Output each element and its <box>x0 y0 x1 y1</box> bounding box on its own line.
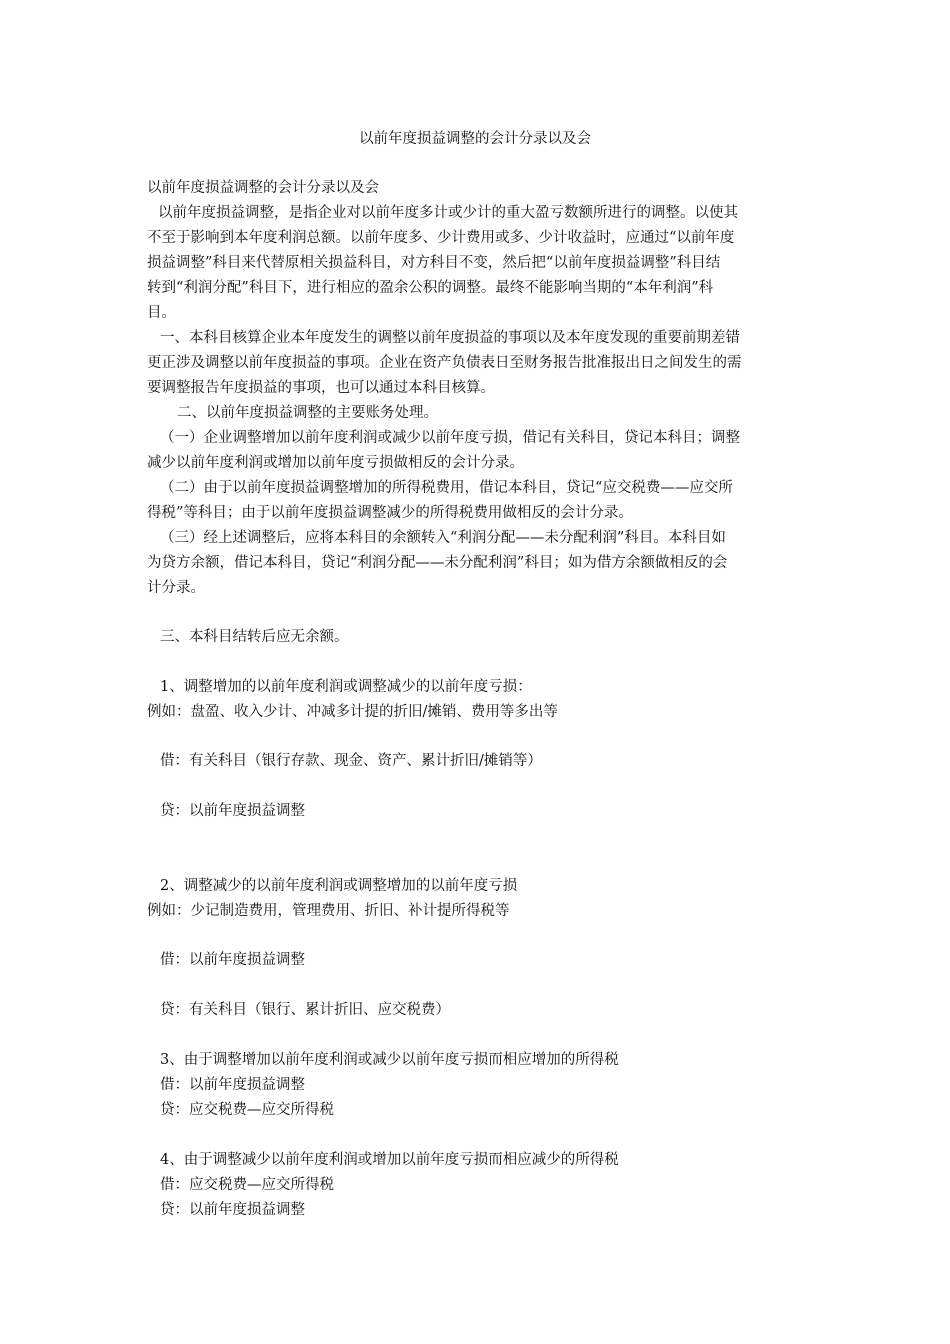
item3-line: 计分录。 <box>147 580 205 596</box>
section1-line: 更正涉及调整以前年度损益的事项。企业在资产负债表日至财务报告批准报出日之间发生的需 <box>147 355 742 371</box>
intro-line: 转到“利润分配”科目下，进行相应的盈余公积的调整。最终不能影响当期的“本年利润”科 <box>147 280 714 296</box>
case1-example: 例如：盘盈、收入少计、冲减多计提的折旧/摊销、费用等多出等 <box>147 704 558 720</box>
item3-line: （三）经上述调整后，应将本科目的余额转入“利润分配——未分配利润”科目。本科目如 <box>160 530 726 546</box>
section3-heading: 三、本科目结转后应无余额。 <box>160 629 349 645</box>
case3-credit: 贷：应交税费—应交所得税 <box>160 1102 334 1118</box>
item3-line: 为贷方余额，借记本科目，贷记“利润分配——未分配利润”科目；如为借方余额做相反的会 <box>147 555 728 571</box>
document-heading: 以前年度损益调整的会计分录以及会 <box>147 180 379 196</box>
section1-line: 要调整报告年度损益的事项，也可以通过本科目核算。 <box>147 380 495 396</box>
case1-title: 1、调整增加的以前年度利润或调整减少的以前年度亏损： <box>160 679 532 695</box>
case3-debit: 借：以前年度损益调整 <box>160 1077 305 1093</box>
case4-credit: 贷：以前年度损益调整 <box>160 1202 305 1218</box>
item1-line: （一）企业调整增加以前年度利润或减少以前年度亏损，借记有关科目，贷记本科目；调整 <box>160 430 740 446</box>
section2-heading: 二、以前年度损益调整的主要账务处理。 <box>177 405 438 421</box>
intro-line: 以前年度损益调整，是指企业对以前年度多计或少计的重大盈亏数额所进行的调整。以使其 <box>158 205 738 221</box>
case1-debit: 借：有关科目（银行存款、现金、资产、累计折旧/摊销等） <box>160 753 542 769</box>
item1-line: 减少以前年度利润或增加以前年度亏损做相反的会计分录。 <box>147 455 524 471</box>
case3-title: 3、由于调整增加以前年度利润或减少以前年度亏损而相应增加的所得税 <box>160 1052 619 1068</box>
intro-line: 损益调整”科目来代替原相关损益科目，对方科目不变，然后把“以前年度损益调整”科目结 <box>147 255 721 271</box>
case2-title: 2、调整减少的以前年度利润或调整增加的以前年度亏损 <box>160 878 518 894</box>
item2-line: 得税”等科目；由于以前年度损益调整减少的所得税费用做相反的会计分录。 <box>147 505 633 521</box>
case4-title: 4、由于调整减少以前年度利润或增加以前年度亏损而相应减少的所得税 <box>160 1152 619 1168</box>
document-title: 以前年度损益调整的会计分录以及会 <box>359 131 591 147</box>
case2-example: 例如：少记制造费用，管理费用、折旧、补计提所得税等 <box>147 903 510 919</box>
case2-debit: 借：以前年度损益调整 <box>160 952 305 968</box>
case1-credit: 贷：以前年度损益调整 <box>160 803 305 819</box>
intro-line: 不至于影响到本年度利润总额。以前年度多、少计费用或多、少计收益时，应通过“以前年度 <box>147 230 735 246</box>
case2-credit: 贷：有关科目（银行、累计折旧、应交税费） <box>160 1002 450 1018</box>
item2-line: （二）由于以前年度损益调整增加的所得税费用，借记本科目，贷记“应交税费——应交所 <box>160 480 733 496</box>
case4-debit: 借：应交税费—应交所得税 <box>160 1177 334 1193</box>
section1-line: 一、本科目核算企业本年度发生的调整以前年度损益的事项以及本年度发现的重要前期差错 <box>160 330 740 346</box>
intro-line: 目。 <box>147 305 176 321</box>
